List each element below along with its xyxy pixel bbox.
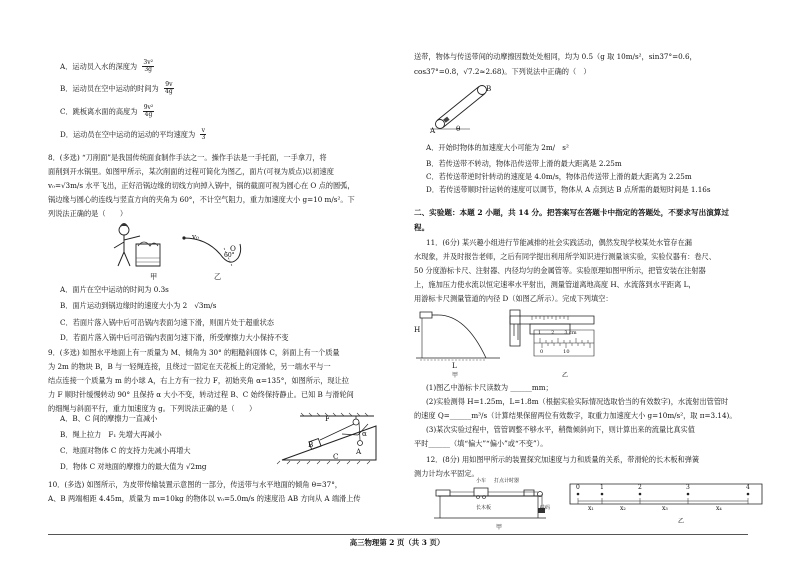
- fig12-x3: x₃: [662, 505, 668, 512]
- q10-option-d: D．若传送带顺时针运转的速度可以调节，物体从 A 点到达 B 点所需的最短时间是 1.16s: [426, 185, 711, 194]
- fig12-label-cart: 小车: [476, 478, 487, 484]
- section2-heading-line1: 二、实验题：本题 2 小题，共 14 分。把答案写在答题卡中指定的答题处，不要求写出演算过: [414, 208, 729, 217]
- q9-fig-f: F: [325, 414, 330, 423]
- q9-line2: 为 2m 的物块 B，B 与一轻绳连接，且绕过一固定在天花板上的定滑轮，另一端水平与一: [48, 362, 331, 371]
- q10-cont2: cos37°=0.8，√7.2≈2.68)。下列说法中正确的（ ）: [414, 67, 591, 76]
- q9-option-a: A．B、C 间的摩擦力一直减小: [60, 414, 158, 423]
- q9-line5: 的细绳与斜面平行，重力加速度为 g。下列说法正确的是（ ）: [48, 404, 257, 413]
- q11-sub3a: (3)某次实验过程中，管管调整不够水平，稍微倾斜向下，则计算出来的流量比真实值: [426, 425, 695, 434]
- q7-option-d: D．运动员在空中运动的运动的平均速度为 $\frac{v}{3}$: [60, 127, 206, 142]
- q11-line5: 用游标卡尺测量管道的内径 D（如图乙所示）。完成下列填空：: [414, 294, 613, 303]
- q12-line1: 12．(8分) 用如图甲所示的装置探究加速度与力和质量的关系，带滑轮的长木板和弹簧: [426, 455, 700, 464]
- fig12-jia: 甲: [496, 524, 503, 531]
- q8-line5: 列说法正确的是（ ）: [48, 209, 128, 218]
- q12-line2: 测力计均水平固定。: [414, 469, 479, 478]
- q11-line2: 水现象，并及时报告老师，之后有同学提出利用所学知识进行测量该实验，实验仪器有：卷尺、: [414, 252, 716, 261]
- q8-option-b: B．面片运动到锅边缘时的速度大小为 2 √3m/s: [60, 301, 217, 310]
- fig-label-jia: 甲: [150, 272, 158, 281]
- q9-fig-alpha: α: [362, 429, 367, 438]
- fig12-label-board: 长木板: [476, 505, 492, 511]
- q11-sub3b: 平时______（填“偏大”“偏小”或“不变”）。: [414, 439, 548, 448]
- fraction: $\frac{\text{3v²}}{3g}$: [143, 59, 153, 74]
- q8-option-c: C．若面片落入锅中后可沿锅内表面匀速下滑，则面片处于超重状态: [60, 318, 274, 327]
- q11-sub1: (1)图乙中游标卡尺读数为 ______mm；: [426, 383, 553, 392]
- fig11-yi: 乙: [562, 372, 569, 379]
- fig12-label-weight: 砝码: [540, 505, 551, 511]
- fig10-theta: θ: [456, 124, 461, 133]
- fig12-point-2: 2: [638, 484, 642, 491]
- conveyor-figure: [430, 82, 494, 134]
- water-jet-figure: [416, 308, 502, 364]
- q10-line2: A、B 两端相距 4.45m，质量为 m=10kg 的物体以 v₀=5.0m/s 的速度沿 AB 方向从 A 端滑上传: [48, 494, 361, 503]
- page-footer: 高三物理第 2 页（共 3 页）: [349, 538, 445, 547]
- fig11-jia: 甲: [452, 372, 459, 379]
- q8-line1: 8．(多选) “刀削面”是我国传统面食制作手法之一。操作手法是一手托面，一手拿刀，将: [48, 153, 327, 162]
- fig12-x2: x₂: [620, 505, 626, 512]
- q10-cont1: 送带，物体与传送带间的动摩擦因数处处相同，均为 0.5（g 取 10m/s²，sin37°=0.6，: [414, 52, 697, 61]
- q11-line1: 11．(6分) 某兴趣小组进行节能减排的社会实践活动，偶然发现学校某处水管存在漏: [426, 238, 692, 247]
- q11-line3: 50 分度游标卡尺、注射器、内径均匀的金属管等。实验原理如图甲所示，把管安装在注射器: [414, 266, 706, 275]
- q9-option-c: C．地面对物体 C 的支持力先减小再增大: [60, 446, 191, 455]
- fig12-point-4: 4: [746, 484, 750, 491]
- q10-option-a: A．开始时物体的加速度大小可能为 2m/ s²: [426, 143, 569, 152]
- q9-line3: 结点连接一个质量为 m 的小球 A，右上方有一拉力 F，初始夹角 α=135°，如图所示，现让拉: [48, 376, 349, 385]
- q11-sub2b: 的速度 Q=______m³/s（计算结果保留两位有效数字，取重力加速度大小 g=10m/s²，取 π=3.14)。: [414, 411, 737, 420]
- fig12-x4: x₄: [716, 505, 722, 512]
- fig12-point-0: 0: [576, 484, 580, 491]
- fig-label-v0: v₀: [192, 232, 199, 241]
- fig-label-60: 60°: [224, 252, 235, 259]
- fig10-b: B: [486, 84, 492, 93]
- q9-option-b: B．绳上拉力 F₁ 先增大再减小: [60, 430, 162, 439]
- fig12-label-timer: 打点计时器: [494, 478, 520, 484]
- q8-line3: v₀=√3m/s 水平飞出，正好沿锅边缘的切线方向掉入锅中，锅的截面可视为圆心在 O 点的圆弧，: [48, 181, 355, 190]
- q9-fig-c: C: [333, 452, 339, 461]
- q8-line2: 面削到开水锅里。如图甲所示，某次削面的过程可简化为图乙，面片(可视为质点)以初速度: [48, 167, 334, 176]
- fig-label-yi: 乙: [214, 272, 222, 281]
- fig11-scale1: 1 2 3 cm: [538, 330, 577, 336]
- fraction: $\frac{\text{9v²}}{4g}$: [143, 104, 154, 119]
- fig11-l: L: [452, 361, 457, 370]
- chef-figure: [110, 222, 170, 274]
- q9-fig-b: B: [308, 440, 314, 449]
- q8-option-a: A．面片在空中运动的时间为 0.3s: [60, 285, 169, 294]
- q7-option-c: C．跳板离水面的高度为 $\frac{\text{9v²}}{4g}$: [60, 104, 154, 119]
- fig12-yi: 乙: [678, 518, 685, 525]
- q9-option-d: D．物体 C 对地面的摩擦力的最大值为 √2mg: [60, 462, 207, 471]
- section2-heading-line2: 程。: [414, 223, 430, 232]
- footer-rule: [48, 534, 748, 535]
- q9-fig-a: A: [356, 447, 362, 456]
- q10-line1: 10．(多选) 如图所示，为皮带传输装置示意图的一部分，传送带与水平地面的倾角 θ=37°，: [48, 480, 342, 489]
- fraction: $\frac{9v}{4g}$: [165, 81, 173, 96]
- fig11-scale2: 0 10: [540, 349, 570, 355]
- fig12-point-3: 3: [686, 484, 690, 491]
- q10-option-c: C．若传送带逆时针转动的速度是 4.0m/s，物体沿传送带上滑的最大距离为 2.25m: [426, 172, 692, 181]
- trajectory-figure: [180, 228, 250, 273]
- fig10-a: A: [430, 126, 436, 135]
- q9-line1: 9．(多选) 如图水平地面上有一质量为 M、倾角为 30° 的粗糙斜面体 C，斜面上有一个质量: [48, 348, 340, 357]
- q7-option-b: B．运动员在空中运动的时间为 $\frac{9v}{4g}$: [60, 81, 173, 96]
- fig12-point-1: 1: [600, 484, 604, 491]
- q11-line4: 上，施加压力使水流以恒定速率水平射出，测量管道离地高度 H、水流落到水平距离 L，: [414, 280, 696, 289]
- cart-apparatus-figure: [434, 482, 551, 522]
- q8-line4: 锅边缘与圆心的连线与竖直方向的夹角为 60°，不计空气阻力，重力加速度大小 g=10 m/s²。下: [48, 195, 355, 204]
- fig11-h: H: [414, 325, 421, 334]
- q7-option-a: A．运动员入水的深度为 $\frac{\text{3v²}}{3g}$: [60, 59, 153, 74]
- q8-option-d: D．若面片落入锅中后可沿锅内表面匀速下滑，所受摩擦力大小保持不变: [60, 333, 289, 342]
- q10-option-b: B．若传送带不转动，物体沿传送带上滑的最大距离是 2.25m: [426, 159, 622, 168]
- q11-sub2a: (2)实验测得 H=1.25m，L=1.8m（根据实验实际情况选取恰当的有效数字)，水流射出管管时: [426, 397, 729, 406]
- fig-label-o: O: [230, 244, 236, 253]
- fig12-x1: x₁: [588, 505, 594, 512]
- fraction: $\frac{v}{3}$: [201, 127, 206, 142]
- q9-line4: 力 F 顺时针缓慢转动 90° 且保持 α 大小不变，转动过程 B、C 始终保持静止。已知 B 与滑轮间: [48, 390, 354, 399]
